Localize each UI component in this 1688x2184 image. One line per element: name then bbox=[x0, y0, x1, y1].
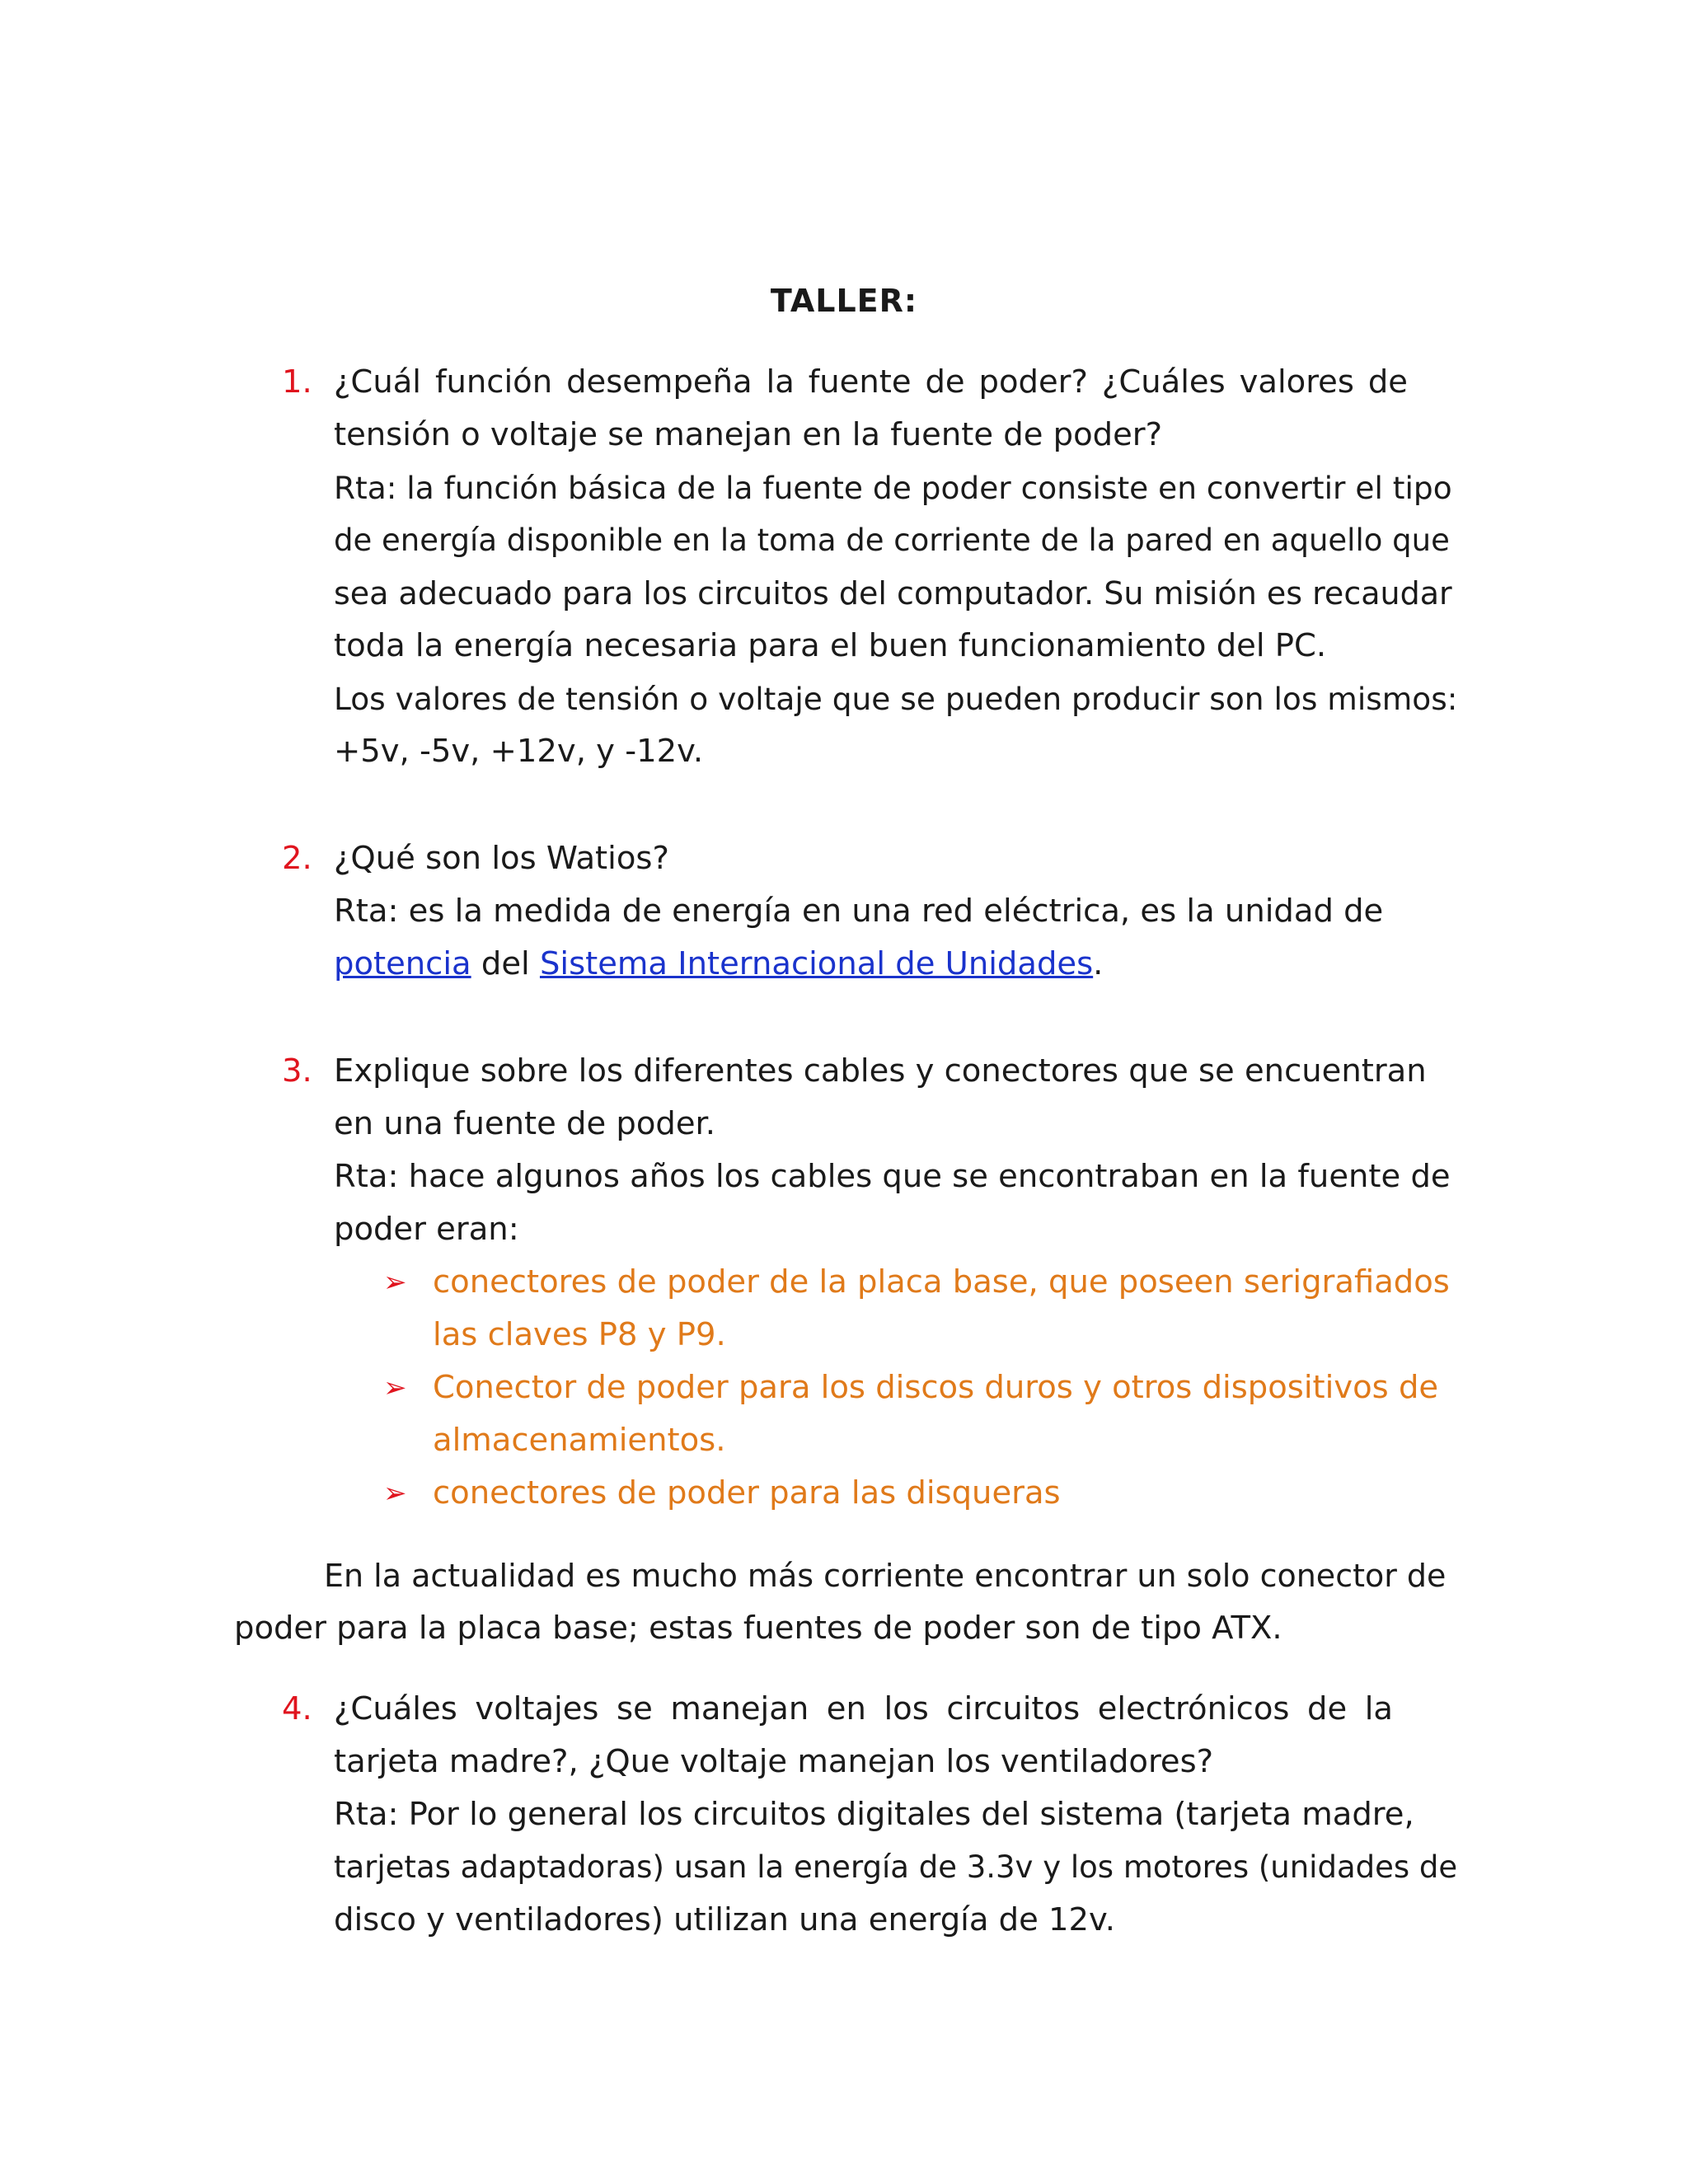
answer-4-line-2: tarjetas adaptadoras) usan la energía de 3.3v y los motores (unidades de bbox=[334, 1849, 1458, 1885]
answer-2-connector: del bbox=[471, 945, 540, 982]
bullet-2-line-1: Conector de poder para los discos duros y otros dispositivos de bbox=[433, 1369, 1439, 1406]
bullet-1-line-1: conectores de poder de la placa base, que poseen serigrafiados bbox=[433, 1263, 1450, 1301]
question-4-text-line-1: ¿Cuáles voltajes se manejan en los circuitos electrónicos de la bbox=[334, 1690, 1393, 1727]
question-4-number: 4. bbox=[282, 1690, 312, 1727]
bullet-arrow-icon: ➢ bbox=[383, 1371, 407, 1404]
paragraph-line-2: poder para la placa base; estas fuentes de poder son de tipo ATX. bbox=[234, 1610, 1282, 1647]
answer-2-line-1: Rta: es la medida de energía en una red eléctrica, es la unidad de bbox=[334, 893, 1384, 930]
answer-3-line-2: poder eran: bbox=[334, 1211, 519, 1248]
answer-1-line-4: toda la energía necesaria para el buen funcionamiento del PC. bbox=[334, 627, 1327, 664]
question-3-text-line-2: en una fuente de poder. bbox=[334, 1105, 716, 1142]
answer-1-line-1: Rta: la función básica de la fuente de poder consiste en convertir el tipo bbox=[334, 470, 1452, 506]
answer-1-line-6: +5v, -5v, +12v, y -12v. bbox=[334, 733, 704, 770]
answer-1-line-5: Los valores de tensión o voltaje que se pueden producir son los mismos: bbox=[334, 681, 1458, 717]
question-4-text-line-2: tarjeta madre?, ¿Que voltaje manejan los ventiladores? bbox=[334, 1743, 1214, 1780]
answer-1-line-3: sea adecuado para los circuitos del computador. Su misión es recaudar bbox=[334, 575, 1452, 612]
question-2-text: ¿Qué son los Watios? bbox=[334, 840, 669, 877]
page-title: TALLER: bbox=[770, 283, 918, 319]
question-3-number: 3. bbox=[282, 1052, 312, 1090]
sistema-internacional-link[interactable]: Sistema Internacional de Unidades bbox=[539, 945, 1094, 982]
question-2-number: 2. bbox=[282, 840, 312, 877]
question-3-text-line-1: Explique sobre los diferentes cables y conectores que se encuentran bbox=[334, 1052, 1427, 1090]
potencia-link[interactable]: potencia bbox=[334, 945, 471, 982]
bullet-2-line-2: almacenamientos. bbox=[433, 1422, 726, 1459]
question-1-number: 1. bbox=[282, 363, 312, 401]
bullet-1-line-2: las claves P8 y P9. bbox=[433, 1316, 726, 1353]
bullet-arrow-icon: ➢ bbox=[383, 1477, 407, 1510]
bullet-3-line-1: conectores de poder para las disqueras bbox=[433, 1474, 1061, 1511]
answer-3-line-1: Rta: hace algunos años los cables que se encontraban en la fuente de bbox=[334, 1158, 1451, 1195]
answer-2-line-2 bbox=[334, 938, 1103, 991]
answer-4-line-1: Rta: Por lo general los circuitos digitales del sistema (tarjeta madre, bbox=[334, 1796, 1414, 1833]
answer-4-line-3: disco y ventiladores) utilizan una energía de 12v. bbox=[334, 1901, 1116, 1938]
question-1-text-line-2: tensión o voltaje se manejan en la fuente de poder? bbox=[334, 416, 1163, 453]
question-1-text-line-1: ¿Cuál función desempeña la fuente de poder? ¿Cuáles valores de bbox=[334, 363, 1408, 401]
answer-2-period: . bbox=[1093, 945, 1104, 982]
answer-1-line-2: de energía disponible en la toma de corriente de la pared en aquello que bbox=[334, 523, 1450, 558]
bullet-arrow-icon: ➢ bbox=[383, 1266, 407, 1299]
paragraph-line-1: En la actualidad es mucho más corriente encontrar un solo conector de bbox=[324, 1558, 1447, 1594]
